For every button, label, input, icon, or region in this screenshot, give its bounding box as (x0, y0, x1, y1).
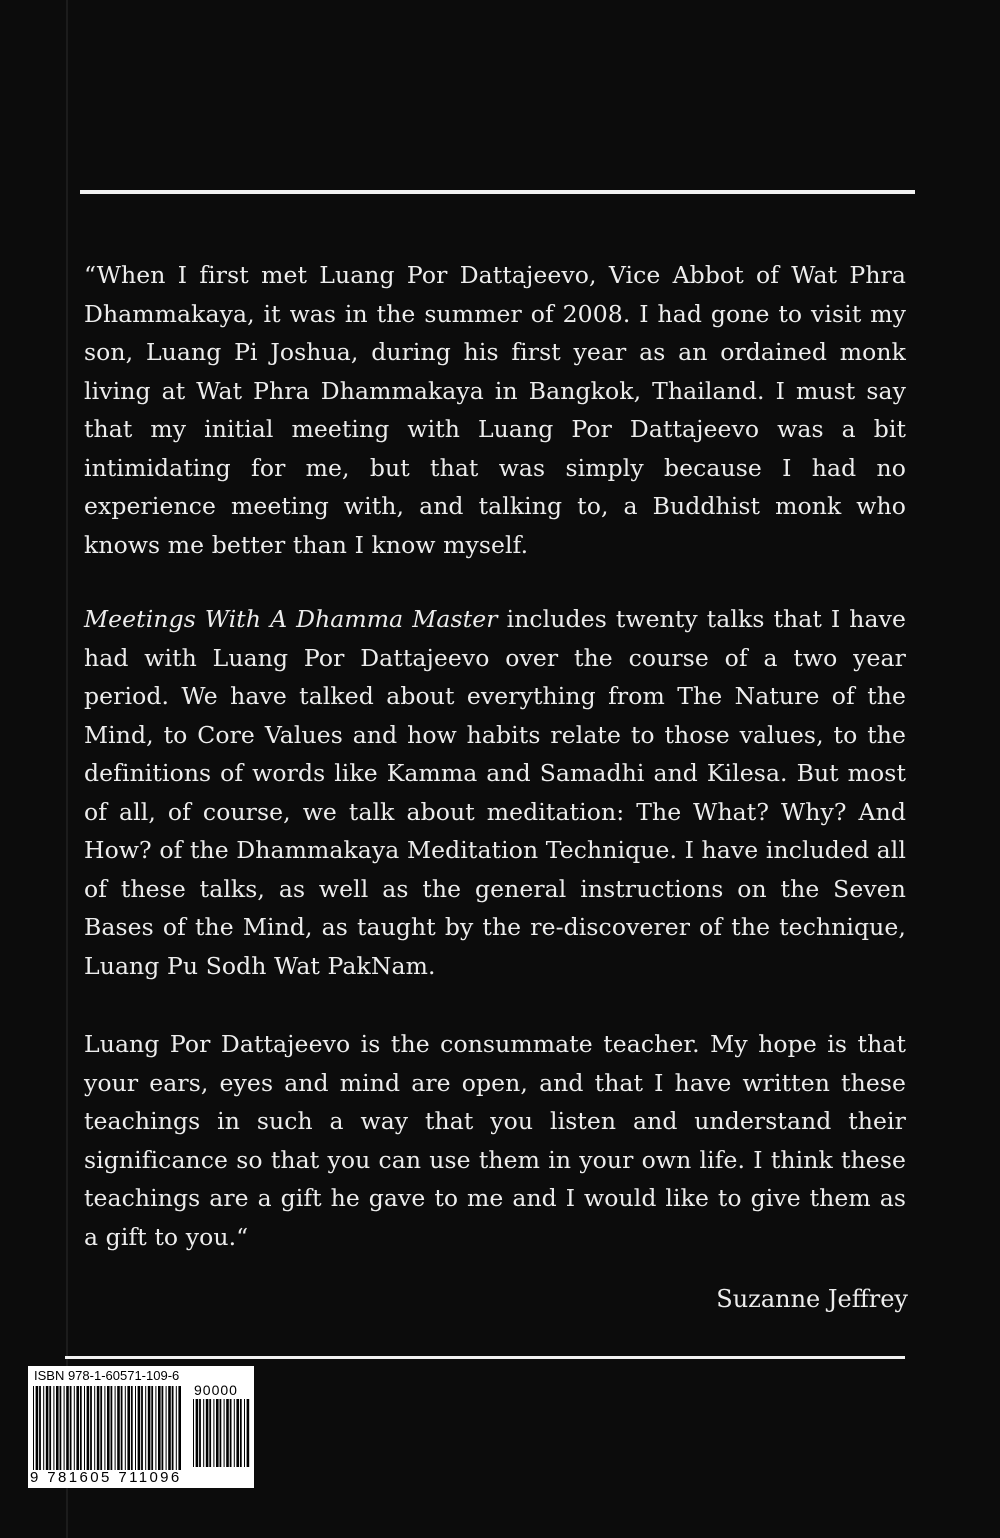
barcode-bar (131, 1386, 133, 1470)
top-divider (80, 190, 915, 194)
isbn-label: ISBN 978-1-60571-109-6 (34, 1368, 180, 1383)
barcode-bar (176, 1386, 177, 1470)
barcode-bar (236, 1399, 239, 1467)
barcode-digits: 9 781605 711096 (30, 1469, 182, 1486)
isbn-barcode (28, 1366, 254, 1488)
barcode-bar (53, 1386, 54, 1470)
book-title: Meetings With A Dhamma Master (84, 605, 498, 633)
barcode-bar (70, 1386, 72, 1470)
barcode-bar (244, 1399, 245, 1467)
barcode-bar (216, 1399, 219, 1467)
blurb-paragraph-1: “When I first met Luang Por Dattajeevo, Vice Abbot of Wat Phra Dhammakaya, it was in the summer of 2008. I had gone to visit my son, Luang Pi Joshua, during his first year as an ordained monk living at Wat Phra Dhammakaya in Bangkok, Thailand. I must say that my initial meeting with Luang Por Dattajeevo was a bit intimidating for me, but that was simply because I had no experience meeting with, and talking to, a Buddhist monk who knows me better than I know myself. (84, 261, 906, 559)
barcode-bar (213, 1399, 214, 1467)
barcode-bar (76, 1386, 79, 1470)
barcode-bar (43, 1386, 44, 1470)
barcode-bar (104, 1386, 105, 1470)
barcode-bar (224, 1399, 225, 1467)
barcode-bar (234, 1399, 235, 1467)
barcode-bar (203, 1399, 204, 1467)
barcode-bar (141, 1386, 143, 1470)
barcode-bar (115, 1386, 116, 1470)
barcode-bar (220, 1399, 222, 1467)
barcode-bar (121, 1386, 123, 1470)
author-signature: Suzanne Jeffrey (716, 1285, 908, 1313)
barcode-bar (226, 1399, 229, 1467)
barcode-bar (87, 1386, 90, 1470)
barcode-bar (90, 1386, 92, 1470)
barcode-bar (247, 1399, 250, 1467)
barcode-bar (178, 1386, 181, 1470)
barcode-bar (84, 1386, 85, 1470)
barcode-bars-main (32, 1386, 182, 1470)
barcode-bar (148, 1386, 151, 1470)
barcode-bar (155, 1386, 156, 1470)
barcode-bars-addon (192, 1399, 250, 1467)
barcode-bar (39, 1386, 41, 1470)
barcode-bar (127, 1386, 130, 1470)
barcode-bar (97, 1386, 100, 1470)
barcode-bar (46, 1386, 49, 1470)
barcode-bar (107, 1386, 110, 1470)
barcode-bar (94, 1386, 95, 1470)
barcode-bar (135, 1386, 136, 1470)
blurb-paragraph-3: Luang Por Dattajeevo is the consummate teacher. My hope is that your ears, eyes and mind are open, and that I have written these teachings in such a way that you listen and understand their significance so that you can use them in your own life. I think these teachings are a gift he gave to me and I would like to give them as a gift to you.“ (84, 1030, 906, 1251)
barcode-bar (168, 1386, 171, 1470)
barcode-bar (60, 1386, 62, 1470)
barcode-bar (196, 1399, 199, 1467)
bottom-divider (65, 1356, 905, 1359)
barcode-bar (158, 1386, 161, 1470)
price-code: 90000 (194, 1382, 238, 1398)
barcode-bar (162, 1386, 164, 1470)
blurb-paragraph-2 (84, 600, 906, 985)
barcode-bar (145, 1386, 146, 1470)
barcode-bar (74, 1386, 75, 1470)
barcode-bar (33, 1386, 34, 1470)
barcode-bar (199, 1399, 201, 1467)
barcode-bar (209, 1399, 211, 1467)
barcode-bar (36, 1386, 39, 1470)
barcode-bar (193, 1399, 194, 1467)
barcode-bar (49, 1386, 51, 1470)
barcode-bar (100, 1386, 102, 1470)
barcode-bar (206, 1399, 209, 1467)
barcode-bar (166, 1386, 167, 1470)
barcode-bar (56, 1386, 59, 1470)
barcode-bar (151, 1386, 153, 1470)
barcode-bar (80, 1386, 82, 1470)
barcode-bar (64, 1386, 65, 1470)
barcode-bar (111, 1386, 113, 1470)
blurb-paragraph-2-body: includes twenty talks that I have had with Luang Por Dattajeevo over the course of a two year period. We have talked about everything from The Nature of the Mind, to Core Values and how habits relate to those values, to the definitions of words like Kamma and Samadhi and Kilesa. But most of all, of course, we talk about meditation: The What? Why? And How? of the Dhammakaya Meditation Technique. I have included all of these talks, as well as the general instructions on the Seven Bases of the Mind, as taught by the re-discoverer of the technique, Luang Pu Sodh Wat PakNam. (84, 605, 907, 980)
barcode-bar (240, 1399, 242, 1467)
barcode-bar (66, 1386, 69, 1470)
barcode-bar (230, 1399, 232, 1467)
spine-edge (66, 0, 68, 1538)
barcode-bar (125, 1386, 126, 1470)
barcode-bar (138, 1386, 141, 1470)
barcode-bar (117, 1386, 120, 1470)
barcode-bar (172, 1386, 174, 1470)
